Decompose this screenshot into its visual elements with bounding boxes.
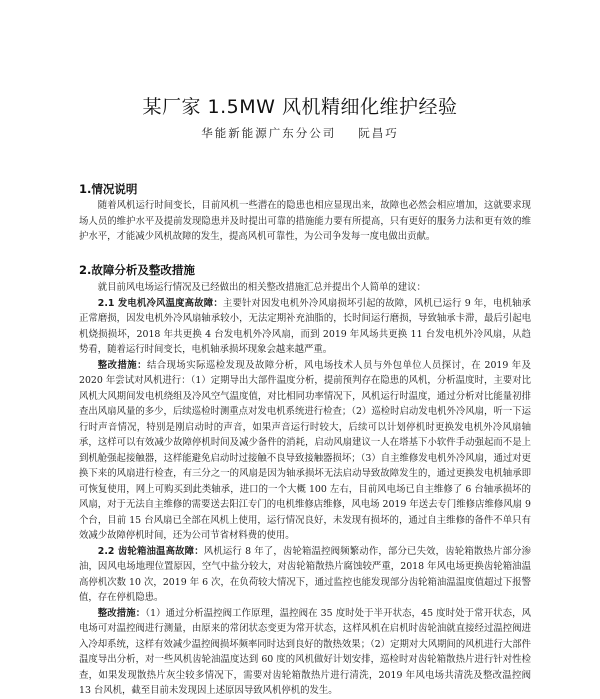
paper-title: 某厂家 1.5MW 风机精细化维护经验 [142, 96, 458, 118]
paragraph: 随着风机运行时间变长，目前风机一些潜在的隐患也相应显现出来，故障也必然会相应增加，这就要求现场人员的维护水平及提前发现隐患并及时提出可靠的措施能力要有所提高，只有更好的服务力法和更有效的维护水平，才能减少风机故障的发生，提高风机可靠性，为公司争发每一度电做出贡献。 [79, 200, 531, 242]
author-name: 阮昌巧 [358, 126, 399, 140]
paragraph-gearbox-measures [79, 606, 531, 699]
paragraph-generator-fault [79, 296, 531, 358]
subsection-text: 风机运行 8 年了，齿轮箱温控阀频繁动作，部分已失效，齿轮箱散热片部分渗油，因风电场地理位置原因，空气中盐分较大，对齿轮箱散热片腐蚀较严重，2018 年风电场更换齿轮箱油温高停机次数 10 次，2019 年 6 次，在负荷较大情况下，通过监控也能发现部分齿轮箱油温温度值超过下报警值，存在停机隐患。 [79, 545, 531, 603]
paragraph-gearbox-fault [79, 544, 531, 606]
subsection-label: 整改措施： [97, 359, 147, 371]
section-heading-analysis: 2.故障分析及整改措施 [79, 263, 195, 277]
author-affiliation: 华能新能源广东分公司 [201, 126, 337, 140]
section-body-situation [79, 198, 531, 245]
section-body-analysis [79, 280, 531, 699]
subsection-text: 主要针对因发电机外冷风扇损坏引起的故障，风机已运行 9 年，电机轴承正常磨损，因发电机外冷风扇轴承较小，无法定期补充油脂的，长时间运行磨损，导致轴承卡滞，最后引起电机烧损损坏，2018 年共更换 4 台发电机外冷风扇，而到 2019 年风场共更换 11 台发电机外冷风扇，从趋势看，随着运行时间变长，电机轴承损坏现象会越来越严重。 [79, 297, 532, 355]
section-heading-situation: 1.情况说明 [79, 182, 138, 196]
subsection-text: 结合现场实际巡检发现及故障分析，风电场技术人员与外包单位人员探讨，在 2019 年及 2020 年尝试对风机进行：（1）定期导出大部件温度分析，提前预判存在隐患的风机，分析温度时，主要对比风机大风期间发电机绕组及冷风空气温度值，对比相同功率情况下，风机运行时温度，通过分析对比能量初排查出风扇风量的多少，后续巡检时测重点对发电机系统进行检查；（2）巡检时启动发电机外冷风扇，听一下运行时声音情况，特别是刚启动时的声音，如果声音运行时较大，后续可以计划停机时更换发电机外冷风扇轴承，这样可以有效减少故障停机时间及减少备件的消耗，启动风扇建议一人在塔基下小软件手动强起而不是上到机舱强起接触器，这样能避免启动时过接触不良导致接触器损坏；（3）自主维修发电机外冷风扇，通过对更换下来的风扇进行检查，有三分之一的风扇是因为轴承损坏无法启动导致故障发生的，通过更换发电机轴承即可恢复使用，网上可购买到此类轴承，进口的一个大概 100 左右，目前风电场已自主维修了 6 台轴承损坏的风扇，对于无法自主维修的需要送去阳江专门的电机维修店维修，风电场 2019 年送去专门维修店维修风扇 9 个台，目前 15 台风扇已全部在风机上使用，运行情况良好，未发现有损坏的，通过自主维修的备件不单只有效减少故障停机时间，还为公司节省材料费的使用。 [79, 359, 531, 541]
author-line [0, 125, 600, 141]
paragraph-intro: 就目前风电场运行情况及已经做出的相关整改措施汇总并提出个人简单的建议： [97, 282, 426, 293]
subsection-label: 2.2 齿轮箱油温高故障： [97, 545, 204, 557]
subsection-label: 整改措施： [97, 607, 146, 619]
subsection-text: （1）通过分析温控阀工作原理，温控阀在 35 度时处于半开状态，45 度时处于常开状态，风电场可对温控阀进行测量，由原来的常闭状态变更为常开状态，这样风机在启机时齿轮油就直接经过温控阀进入冷却系统，这样有效减少温控阀损坏频率同时达到良好的散热效果；（2）定期对大风期间的风机进行大部件温度导出分析，对一些风机齿轮油温度达到 60 度的风机做好计划安排，巡检时对齿轮箱散热片进行针对性检查，如果发现散热片灰尘较多情况下，需要对齿轮箱散热片进行清洗，2019 年风电场共清洗及整改温控阀 13 台风机，截至目前未发现因上述原因导致风机停机的发生。 [79, 607, 531, 696]
paragraph-generator-measures [79, 358, 531, 544]
subsection-label: 2.1 发电机冷风温度高故障： [97, 297, 223, 309]
